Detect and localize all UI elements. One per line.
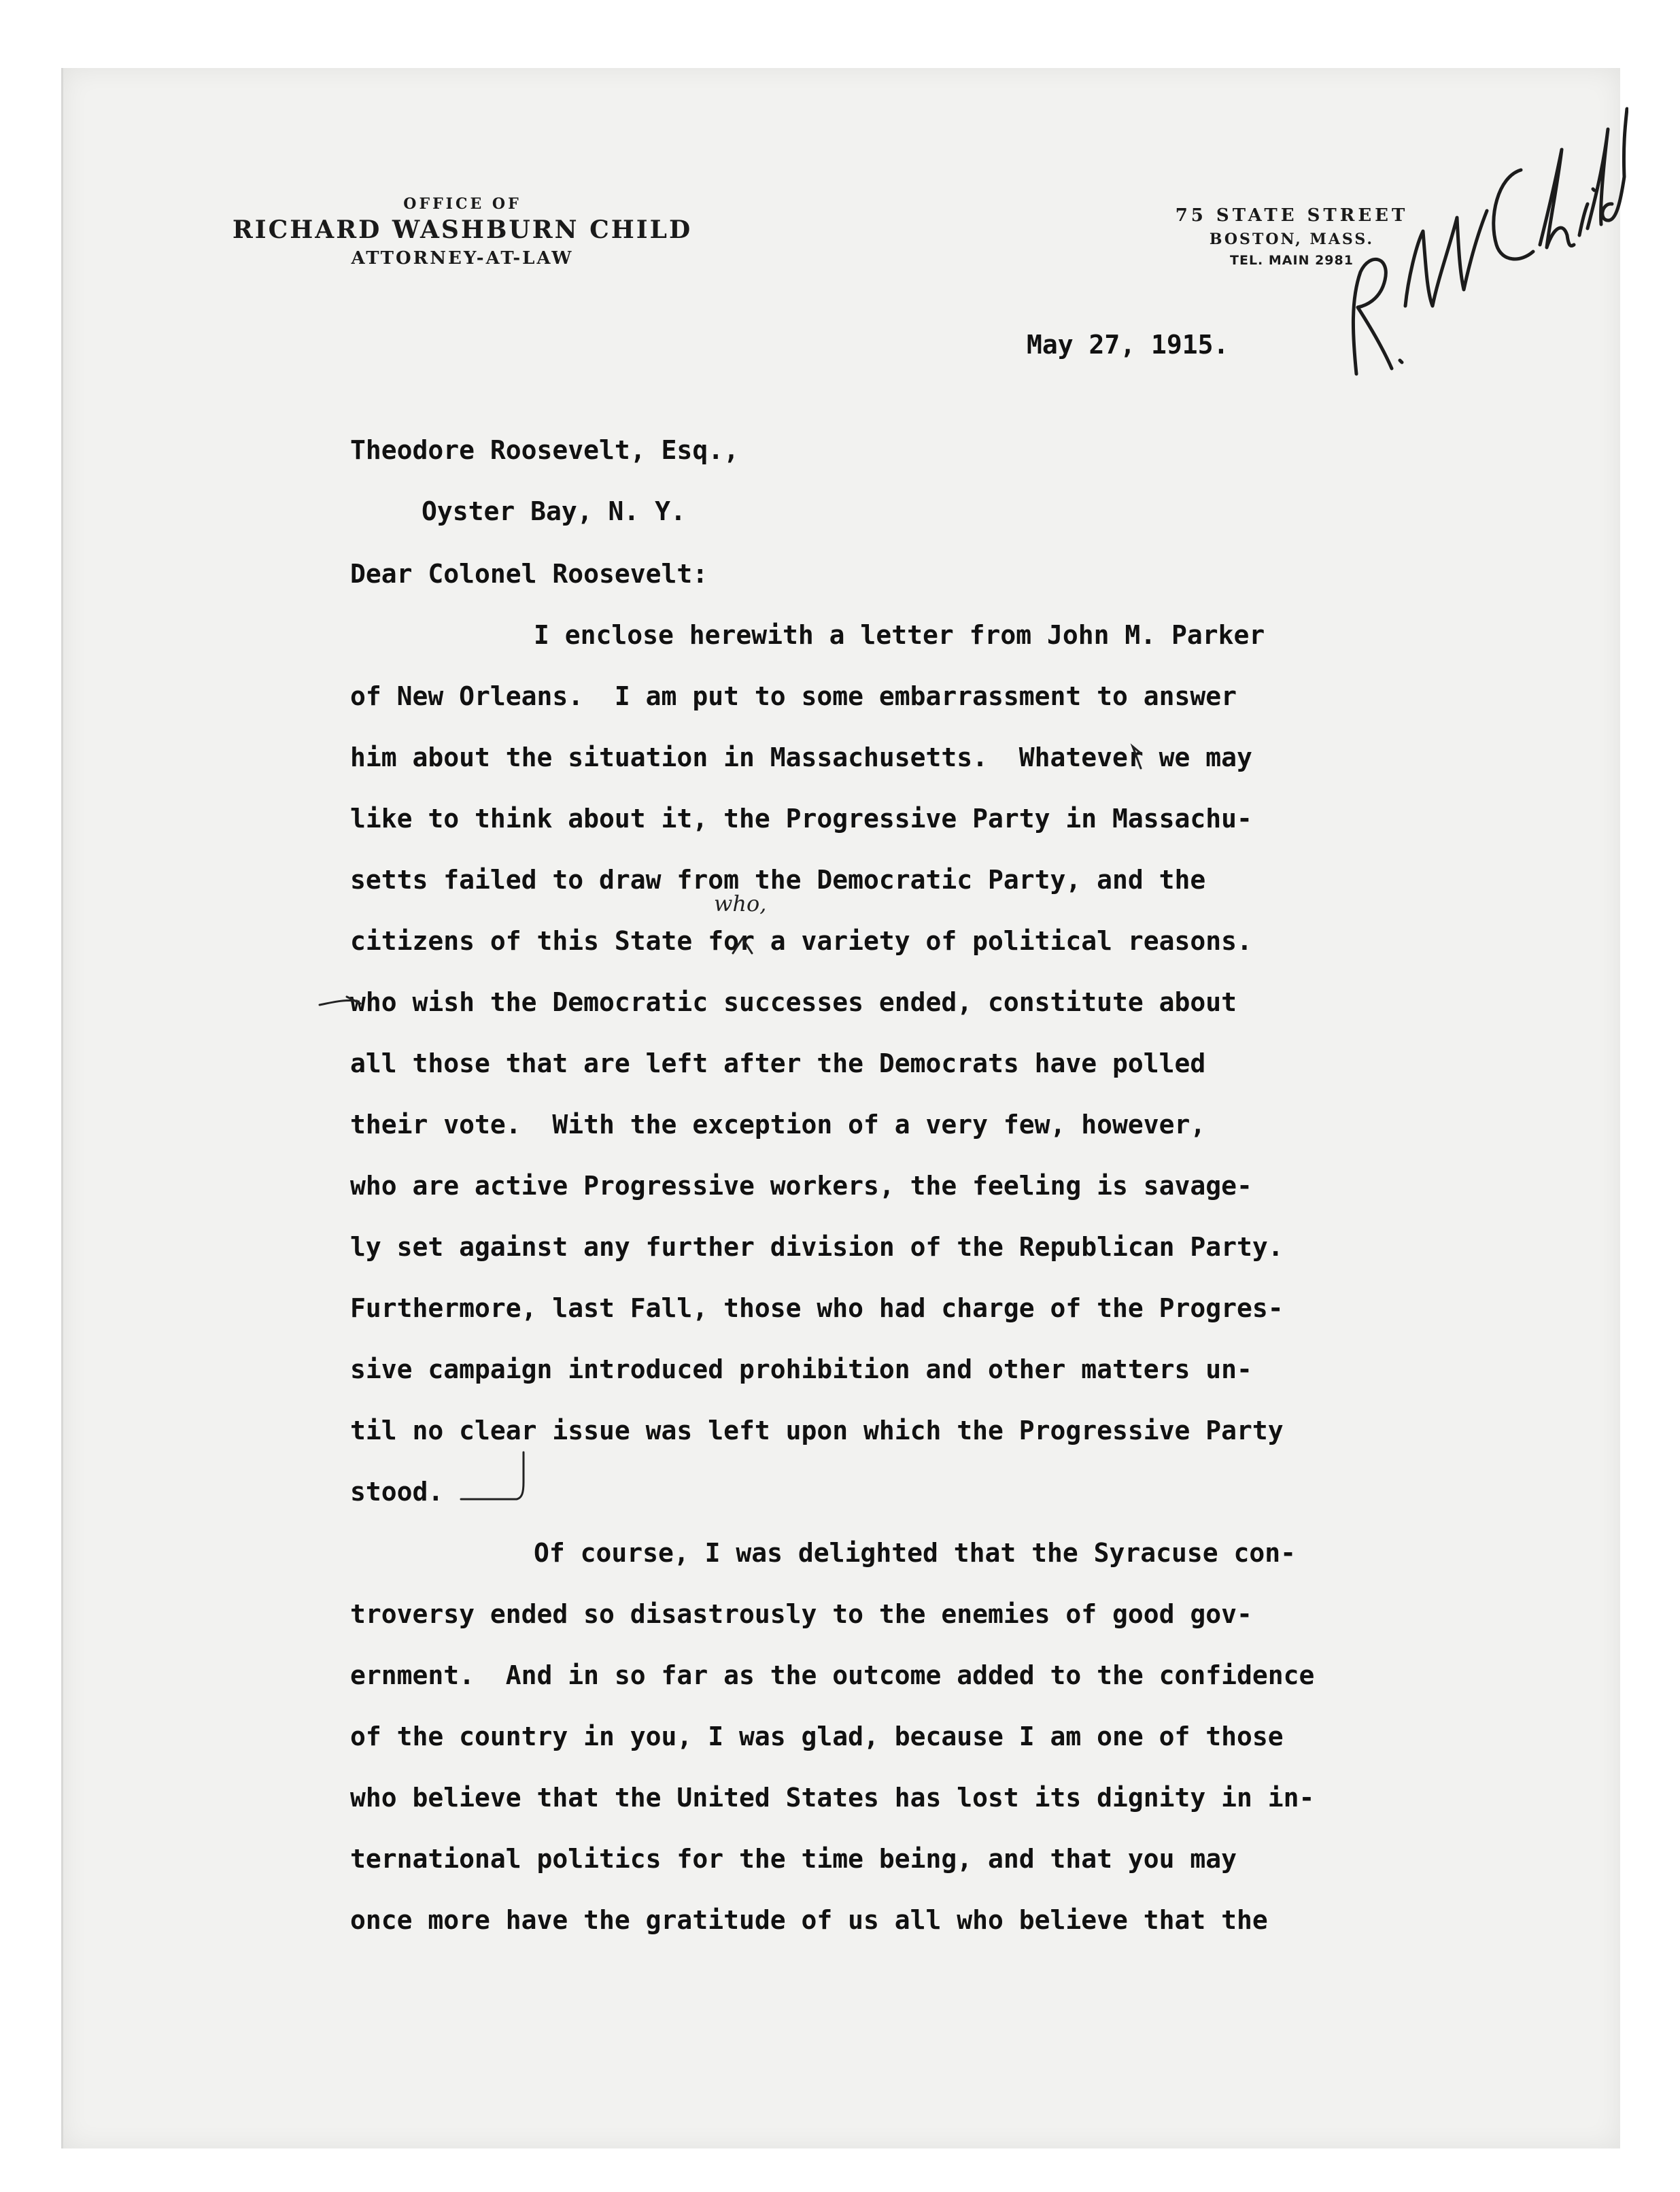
- body-line: of the country in you, I was glad, because I am one of those: [350, 1722, 1284, 1751]
- body-line: once more have the gratitude of us all who believe that the: [350, 1905, 1268, 1935]
- body-line: sive campaign introduced prohibition and other matters un-: [350, 1354, 1252, 1384]
- salutation: Dear Colonel Roosevelt:: [350, 559, 708, 589]
- body-line: who wish the Democratic successes ended, constitute about: [350, 987, 1237, 1017]
- body-line: ernment. And in so far as the outcome added to the confidence: [350, 1660, 1315, 1690]
- body-line: I enclose herewith a letter from John M. Parker: [534, 620, 1265, 650]
- letterhead-office: [224, 194, 700, 271]
- letterhead-phone: TEL. MAIN 2981: [1230, 253, 1354, 268]
- body-line: ly set against any further division of the Republican Party.: [350, 1232, 1284, 1262]
- handwritten-insertion: who,: [714, 891, 767, 917]
- body-line: all those that are left after the Democrats have polled: [350, 1048, 1206, 1078]
- handwritten-signature: [1343, 102, 1628, 394]
- body-line: ternational politics for the time being, and that you may: [350, 1844, 1237, 1874]
- body-line: like to think about it, the Progressive Party in Massachu-: [350, 804, 1252, 834]
- addressee-address: Oyster Bay, N. Y.: [422, 496, 686, 526]
- body-line: stood.: [350, 1477, 444, 1507]
- body-line: Of course, I was delighted that the Syracuse con-: [534, 1538, 1297, 1568]
- body-line: of New Orleans. I am put to some embarrassment to answer: [350, 681, 1237, 711]
- body-line: troversy ended so disastrously to the enemies of good gov-: [350, 1599, 1252, 1629]
- body-line: who believe that the United States has lost its dignity in in-: [350, 1783, 1315, 1813]
- body-line: Furthermore, last Fall, those who had charge of the Progres-: [350, 1293, 1284, 1323]
- letterhead-office-line: OFFICE OF: [403, 195, 521, 213]
- body-line: til no clear issue was left upon which the Progressive Party: [350, 1416, 1284, 1445]
- letterhead-title: ATTORNEY-AT-LAW: [351, 248, 574, 269]
- letter-date: May 27, 1915.: [1027, 330, 1229, 360]
- letterhead-name: RICHARD WASHBURN CHILD: [232, 216, 693, 244]
- body-line: their vote. With the exception of a very few, however,: [350, 1110, 1206, 1140]
- body-line: who are active Progressive workers, the feeling is savage-: [350, 1171, 1252, 1201]
- body-line: setts failed to draw from the Democratic Party, and the: [350, 865, 1206, 895]
- body-line: citizens of this State for a variety of political reasons.: [350, 926, 1252, 956]
- body-line: him about the situation in Massachusetts. Whatever we may: [350, 742, 1252, 772]
- letterhead-city: BOSTON, MASS.: [1209, 230, 1375, 248]
- letterhead-street: 75 STATE STREET: [1175, 205, 1409, 226]
- addressee-name: Theodore Roosevelt, Esq.,: [350, 435, 739, 465]
